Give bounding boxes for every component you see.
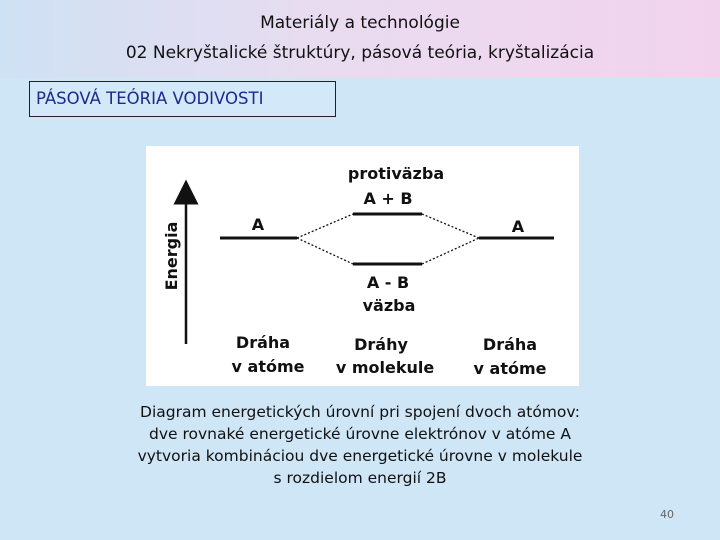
slide-subtitle: 02 Nekryštalické štruktúry, pásová teória, kryštalizácia: [125, 43, 595, 63]
col-mid-line1: Dráhy: [354, 335, 408, 354]
left-level-label: A: [251, 215, 265, 234]
col-left-line1: Dráha: [235, 333, 291, 352]
connector-right-up: [422, 214, 479, 238]
section-heading: PÁSOVÁ TEÓRIA VODIVOSTI: [29, 81, 336, 117]
page-number: 40: [660, 508, 674, 521]
diagram-caption: [95, 401, 625, 489]
connector-left-down: [297, 238, 353, 264]
connector-right-down: [422, 238, 479, 264]
right-level-label: A: [511, 217, 525, 236]
slide-header: [0, 0, 720, 78]
col-right-line2: v atóme: [473, 359, 547, 378]
slide-title: Materiály a technológie: [260, 13, 460, 33]
bonding-formula: A - B: [366, 273, 410, 292]
bonding-label: väzba: [362, 296, 416, 315]
energy-axis-label: Energia: [162, 221, 181, 291]
energy-level-diagram: [146, 146, 579, 386]
antibonding-formula: A + B: [363, 189, 413, 208]
col-right-line1: Dráha: [482, 335, 538, 354]
caption-line-2: dve rovnaké energetické úrovne elektrónov v atóme A: [148, 425, 571, 443]
col-mid-line2: v molekule: [335, 358, 435, 377]
caption-line-3: vytvoria kombináciou dve energetické úrovne v molekule: [137, 447, 583, 465]
energy-diagram-svg: [146, 146, 579, 386]
antibonding-label: protiväzba: [347, 164, 445, 183]
col-left-line2: v atóme: [231, 357, 305, 376]
caption-line-4: s rozdielom energií 2B: [273, 469, 447, 487]
caption-line-1: Diagram energetických úrovní pri spojení dvoch atómov:: [140, 403, 580, 421]
connector-left-up: [297, 214, 353, 238]
